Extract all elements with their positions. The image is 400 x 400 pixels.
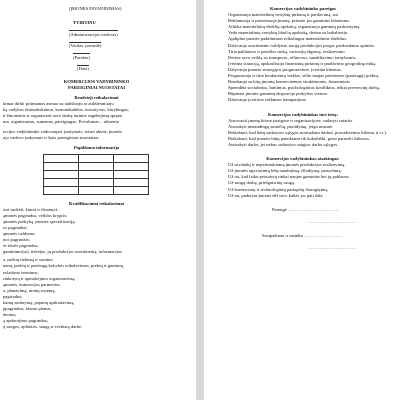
rights-list: [212, 118, 394, 148]
list-item: 3. Atlieka materialinių išteklių apskaitą, organizuoja gaminių paskirstymą.: [228, 24, 394, 30]
list-item: 5. Už komercinių ir technologinių paslapčių išsaugojimą.: [228, 187, 394, 193]
list-item: 2. Reklamuoja ir prezentuoja įmonę, pristato jos gaminius klientams.: [228, 18, 394, 24]
doc-title-line2: PAREIGINIAI NUOSTATAI: [68, 84, 125, 90]
general-line: ti žmonėmis ir organizuoti savo darbą turintis sugebėjimų spręsti: [3, 113, 123, 119]
signature-line: ...........................: [304, 232, 344, 238]
qual-line: rinkotyrą ir apmokėjimo organizavimą;: [3, 275, 76, 281]
list-item: 7. Tiria paklausos ir pasiūlos rinką, vartotojų elgseną, realizavimo.: [228, 49, 394, 55]
section-qualification-heading: Kvalifikaciniai reikalavimai: [69, 200, 124, 206]
list-item: 5. Atsisakyti darbo, jei nebus sudarytos saugios darbo sąlygos.: [228, 142, 394, 148]
list-item: 2. Atsisakyti nenaudingų sutarčių, pasiūlymų, jeigu nustatė.: [228, 124, 394, 130]
doc-title-line1: KOMERCIJOS VADYBININKO: [63, 78, 130, 84]
section-info-heading: Papildoma informacija: [73, 145, 120, 151]
left-page: [0, 0, 196, 400]
list-item: 14. Rūpinasi įmonės gaminių eksporcija prekybos vietose.: [228, 91, 394, 97]
right-page: [204, 0, 400, 400]
sig-name-label: (Vardas, pavardė): [69, 43, 102, 49]
sig-date-label: (Data): [77, 66, 89, 72]
qual-line: ų saugos, aplinkos, saugą ir sveikatą darbe.: [3, 324, 83, 330]
qual-line: dentus;: [3, 312, 17, 318]
list-item: 1. Organizuoja materialinių vertybių pirkimą ir pardavimą, sut: [228, 12, 394, 18]
signature-line: ...................................: [287, 206, 339, 212]
general-line: ma, organizuotas, sumanus, pareigingas. Privalumas – užsienio: [3, 119, 120, 125]
list-item: 3. Reikalauti, kad būtų sudarytos sąlygos normaliam darbui, pravažiavimo bilietas ir t.t.).: [228, 130, 394, 136]
signature-line: .................................: [308, 245, 356, 250]
list-item: 5. Apdiplna įmonės padaliniams reikalingus materialinius išteklius.: [228, 36, 394, 42]
qual-line: gaminimo(sa), tiekėjus, jų produkcijos asortimentą, informacijos: [3, 249, 122, 255]
list-item: 1. Atstovauti įmonę kitose įstaigose ir organizacijose, sudaryti sutartis.: [228, 118, 394, 124]
qual-line: pagrindus;: [3, 293, 23, 299]
list-item: 3. Už tai, kad laiku pristatytų rinkai naujus gaminius bei jų paklausa.: [228, 174, 394, 180]
approve-label: TVIRTINU: [73, 20, 96, 26]
qual-line: ąmonės prekybą, įmonės specializaciją;: [3, 218, 76, 224]
list-item: 12. Bendrauja su kitų įmonių komercinėmis struktūromis, finansiniais.: [228, 79, 394, 85]
list-item: 13. Sprendžia socialinius, buitinius, psichologinius konfliktus, teikia prevencinį darbą.: [228, 85, 394, 91]
qual-line: a, prekių tiekimą ir srautus;: [3, 257, 54, 263]
qual-line: a, planavimą, muitų sistemą;: [3, 287, 56, 293]
qual-line: kainų sudarymą, pajamų apskaitavimą,: [3, 300, 75, 305]
list-item: 2. Už įmonės apyvartinių lėšų naudojimą, išlaikymą, paruošimą.: [228, 168, 394, 174]
qual-line: ąmonės valdymo;: [3, 230, 36, 236]
section-functions-heading: Komercijos vadybininko pareigos: [270, 6, 336, 11]
responsibility-list: [212, 162, 394, 199]
list-item: 9. Įvertina situaciją, apskaičiuoja finansinių pirkimų ir pardavimo geografinę rinką.: [228, 61, 394, 67]
company-name: (ĮMONĖS PAVADINIMAS): [69, 6, 122, 11]
functions-list: [212, 12, 394, 103]
qual-line: ąmonės, komercijos partnerius;: [3, 281, 61, 287]
list-item: 11. Prognozuoja ir tiria konkurentų veiklas, siūlo naujas priemones (paslaugų) prekių.: [228, 73, 394, 79]
prepared-by-label: Parengė: [272, 206, 287, 212]
list-item: 6. Dalyvauja asortimento valdyme, naujų produkcijos progn. parduodamo apimtis.: [228, 43, 394, 49]
qual-line: ės teisės pagrindus;: [3, 243, 39, 249]
acknowledged-label: Susipažinau ir sutinku: [262, 232, 303, 238]
list-item: 6. Už tai, padaryta įmonei dėl savo kaltės jos pati žala.: [228, 193, 394, 199]
general-line: ką vadybos išsimokslinimu, komunikabilus, iniciatyvus, kūrybingas,: [3, 106, 129, 112]
qual-line: turi mokėti, žinoti ir išmanyti:: [3, 206, 59, 212]
general-line: ercijos vadybininko vadovaujasi įstatymais, teisės aktais, įmonės: [3, 129, 123, 135]
general-line: ojo vadovo įsakymais ir šiais pareiginiais nuostatais.: [3, 135, 100, 141]
sig-position-label: (Administracijos vadovas): [69, 31, 118, 37]
qual-line: nanų, prekių ir paslaugų kokybės reikalavimus, prekių ir gaminių: [3, 263, 123, 269]
section-general-heading: Bendrieji reikalavimai: [74, 94, 119, 100]
list-item: 15. Dalyvauja įvairiose reklamos kampanijose: [228, 97, 394, 103]
list-item: 4. Veda materialinių vertybių likučių apskaitą, derina su buhalterija.: [228, 30, 394, 36]
sig-signature-label: (Parašas): [73, 54, 90, 60]
list-item: 1. Už savalaikį ir nepertraukiamą įmonės produkcijos realizavimą.: [228, 162, 394, 168]
qual-line: ppagrindus, biznio planus;: [3, 306, 52, 312]
list-item: 4. Už saugų darbą, priešgaisrinę saugą.: [228, 180, 394, 186]
general-line: kimai dirbti priimamas asmuo su aukštuoju ar aukštesniuoju: [3, 100, 114, 106]
list-item: 4. Reikalauti, kad įmonės būtų pateikiami tik kokybiški, gerai paruošti žaliavos.: [228, 136, 394, 142]
section-rights-heading: Komercijos vadybininkas turi teisę:: [268, 111, 338, 117]
list-item: 10. Dalyvauja įmonės strategijos prognozavime, įvertina klientus.: [228, 67, 394, 73]
section-responsibility-heading: Komercijos vadybininkas atsakingas:: [266, 156, 340, 162]
signature-line: .................................: [308, 218, 356, 224]
qual-line: ą apdorojimo pagrindus;: [3, 318, 48, 324]
qual-line: nos pagrindus;: [3, 237, 30, 243]
qual-line: oslaitimo terminus;: [3, 269, 39, 275]
info-table: [43, 154, 149, 195]
qual-line: ąmonės pagrindus, veiklos kryptis;: [3, 212, 68, 218]
qual-line: os pagrindus;: [3, 224, 28, 230]
list-item: 8. Derina savo veiklą su transporto, rėlinvoso, sandėliavimo tarnybomis.: [228, 55, 394, 61]
